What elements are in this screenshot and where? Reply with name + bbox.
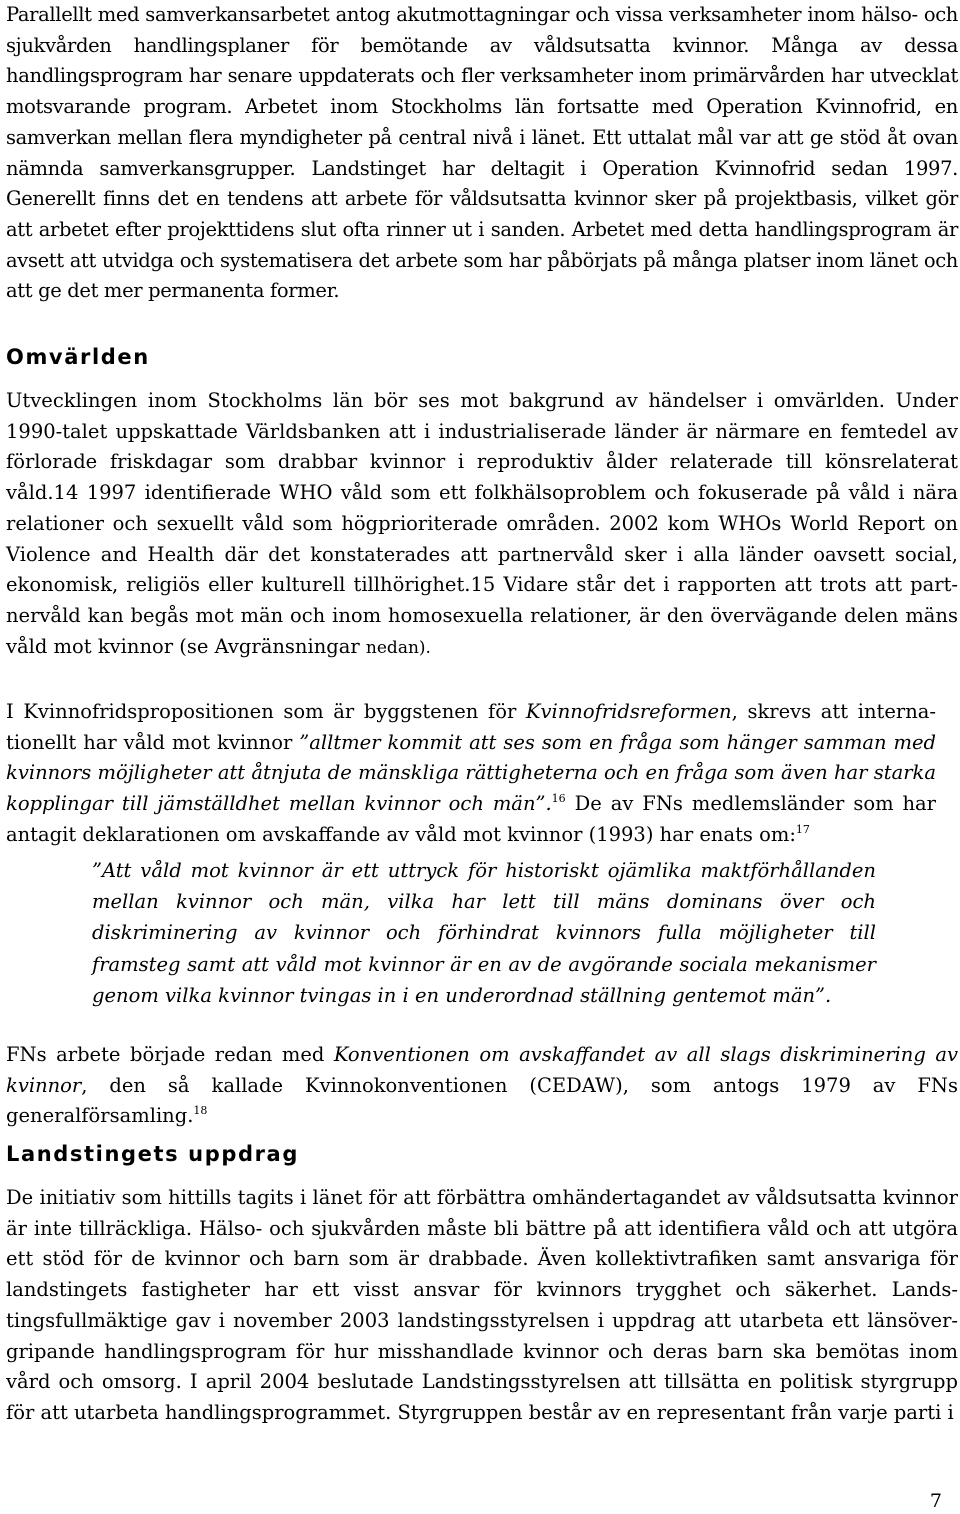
kvinnofrid-text-b: , skrevs att internationellt har våld mot kvinnor xyxy=(6,700,936,754)
kvinnofrid-paragraph xyxy=(6,697,936,851)
kvinnofrid-title: Kvinnofridsreformen xyxy=(525,700,732,723)
omvarlden-text-end: nedan). xyxy=(365,637,431,658)
heading-omvarlden: Omvärlden xyxy=(6,345,150,369)
footnote-ref-18[interactable]: 18 xyxy=(193,1104,208,1118)
uppdrag-paragraph: De initiativ som hittills tagits i länet för att förbättra omhändertagandet av våldsutsatta kvinnor är inte tillräckliga. Hälso- och sjukvården måste bli bättre på att identifiera våld och att utgöra ett stöd för de kvinnor och barn som är drabbade. Även kollektivtrafiken samt ansvariga för landstingets fastigheter har ett visst ansvar för kvinnors trygghet och säkerhet. Landstingsfullmäktige gav i november 2003 landstingsstyrelsen i uppdrag att utarbeta ett länsövergripande handlingsprogram för hur misshandlade kvinnor och deras barn ska bemötas inom vård och omsorg. I april 2004 beslutade Landstingsstyrelsen att tillsätta en politisk styrgrupp för att utarbeta handlingsprogrammet. Styrgruppen består av en representant från varje parti i xyxy=(6,1186,958,1424)
heading-landstingets-uppdrag: Landstingets uppdrag xyxy=(6,1142,299,1166)
footnote-ref-16[interactable]: 16 xyxy=(551,792,566,806)
page-number: 7 xyxy=(929,1490,942,1512)
kvinnofrid-text-a: I Kvinnofridspropositionen som är byggstenen för xyxy=(6,700,526,723)
cedaw-paragraph xyxy=(6,1040,958,1132)
omvarlden-text: Utvecklingen inom Stockholms län bör ses mot bakgrund av händelser i omvärlden. Under 1990-talet uppskattade Världsbanken att i industrialiserade länder är närmare en femtedel av förlorade friskdagar som drabbar kvinnor i reproduktiv ålder relaterade till könsrelaterat våld.14 1997 identifierade WHO våld som ett folkhälsoproblem och fokuserade på våld i nära relationer och sexuellt våld som högprioriterade områden. 2002 kom WHOs World Report on Violence and Health där det konstaterades att partnervåld sker i alla länder oavsett social, ekonomisk, religiös eller kulturell tillhörighet.15 Vidare står det i rapporten att trots att partnervåld kan begås mot män och inom homosexuella relationer, är den övervägande delen mäns våld mot kvinnor (se Avgränsningar xyxy=(6,389,958,658)
cedaw-convention-title: Konventionen om avskaffandet av all slags diskriminering av kvinnor xyxy=(6,1043,958,1097)
kvinnofrid-quote: ”alltmer kommit att ses som en fråga som hänger samman med kvinnors möjligheter att åtnjuta de mänskliga rättigheterna och en fråga som även har starka kopplingar till jämställdhet mellan kvinnor och män”. xyxy=(6,730,936,816)
kvinnofrid-text-c: De av FNs medlemsländer som har antagit deklarationen om avskaffande av våld mot kvinnor (1993) har enats om: xyxy=(6,792,936,846)
intro-paragraph: Parallellt med samverkansarbetet antog akutmottagningar och vissa verksamheter inom hälso- och sjukvården handlingsplaner för bemötande av våldsutsatta kvinnor. Många av dessa handlingsprogram har senare uppdaterats och fler verksamheter inom primärvården har utvecklat motsvarande program. Arbetet inom Stockholms län fortsatte med Operation Kvinnofrid, en samverkan mellan flera myndigheter på central nivå i länet. Ett uttalat mål var att ge stöd åt ovan nämnda samverkansgrupper. Landstinget har deltagit i Operation Kvinnofrid sedan 1997. Generellt finns det en tendens att arbete för våldsutsatta kvinnor sker på projektbasis, vilket gör att arbetet efter projekttidens slut ofta rinner ut i sanden. Arbetet med detta handlingsprogram är avsett att utvidga och systematisera det arbete som har påbörjats på många platser inom länet och att ge det mer permanenta former. xyxy=(6,3,958,303)
cedaw-text-a: FNs arbete började redan med xyxy=(6,1043,334,1066)
omvarlden-paragraph xyxy=(6,386,958,663)
cedaw-text-b: , den så kallade Kvinnokonventionen (CEDAW), som antogs 1979 av FNs generalförsamling. xyxy=(6,1073,958,1128)
footnote-ref-17[interactable]: 17 xyxy=(795,822,810,836)
un-declaration-quote: ”Att våld mot kvinnor är ett uttryck för historiskt ojämlika maktförhållanden mellan kvinnor och män, vilka har lett till mäns dominans över och diskriminering av kvinnor och förhindrat kvinnors fulla möjligheter till framsteg samt att våld mot kvinnor är en av de avgörande sociala mekanismer genom vilka kvinnor tvingas in i en underordnad ställning gentemot män”. xyxy=(92,859,876,1007)
